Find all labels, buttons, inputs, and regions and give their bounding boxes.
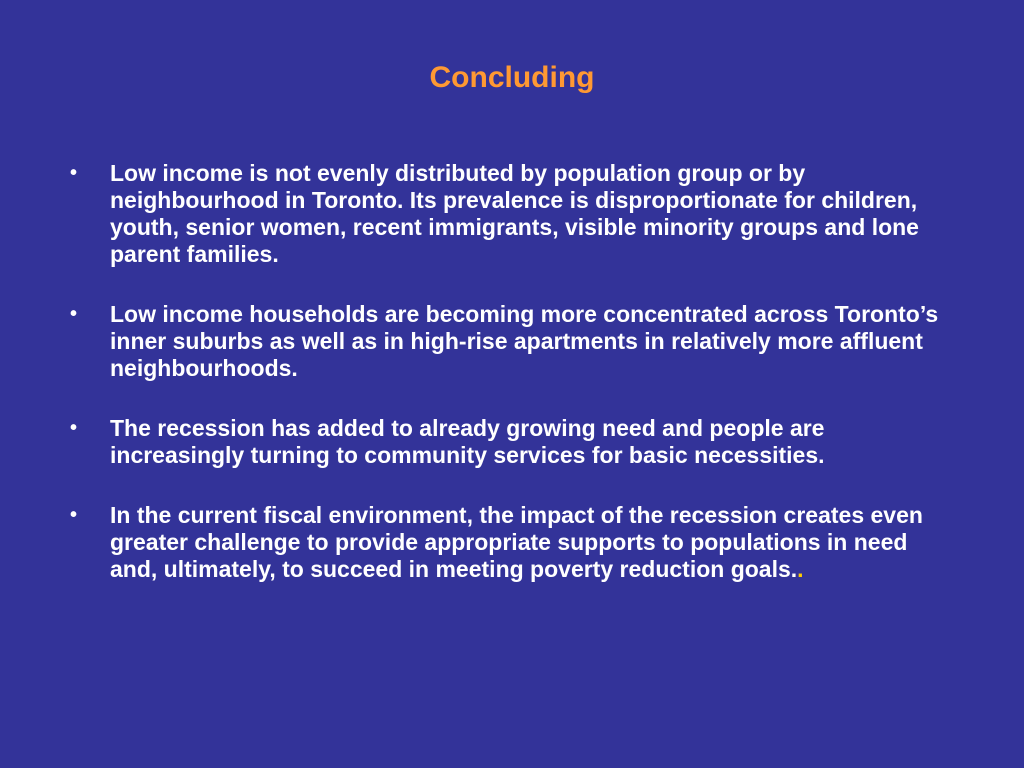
bullet-text: In the current fiscal environment, the impact of the recession creates even greater challenge to provide appropriate supports to populations in need and, ultimately, to succeed in meeting poverty reduction goals. <box>110 502 923 582</box>
bullet-text: Low income is not evenly distributed by population group or by neighbourhood in Toronto. Its prevalence is disproportionate for children, youth, senior women, recent immigrants, visible minority groups and lone parent families. <box>110 160 919 267</box>
bullet-icon: • <box>70 504 78 526</box>
bullet-text: Low income households are becoming more concentrated across Toronto’s inner suburbs as well as in high-rise apartments in relatively more affluent neighbourhoods. <box>110 301 939 381</box>
bullet-icon: • <box>70 417 78 439</box>
bullet-item <box>68 415 958 469</box>
bullet-list <box>68 160 958 616</box>
bullet-icon: • <box>70 162 78 184</box>
bullet-item <box>68 160 958 268</box>
bullet-text: The recession has added to already growing need and people are increasingly turning to community services for basic necessities. <box>110 415 825 468</box>
bullet-icon: • <box>70 303 78 325</box>
trailing-mark: . <box>797 556 804 582</box>
bullet-item <box>68 301 958 382</box>
bullet-item <box>68 502 958 583</box>
slide-title: Concluding <box>429 61 595 94</box>
